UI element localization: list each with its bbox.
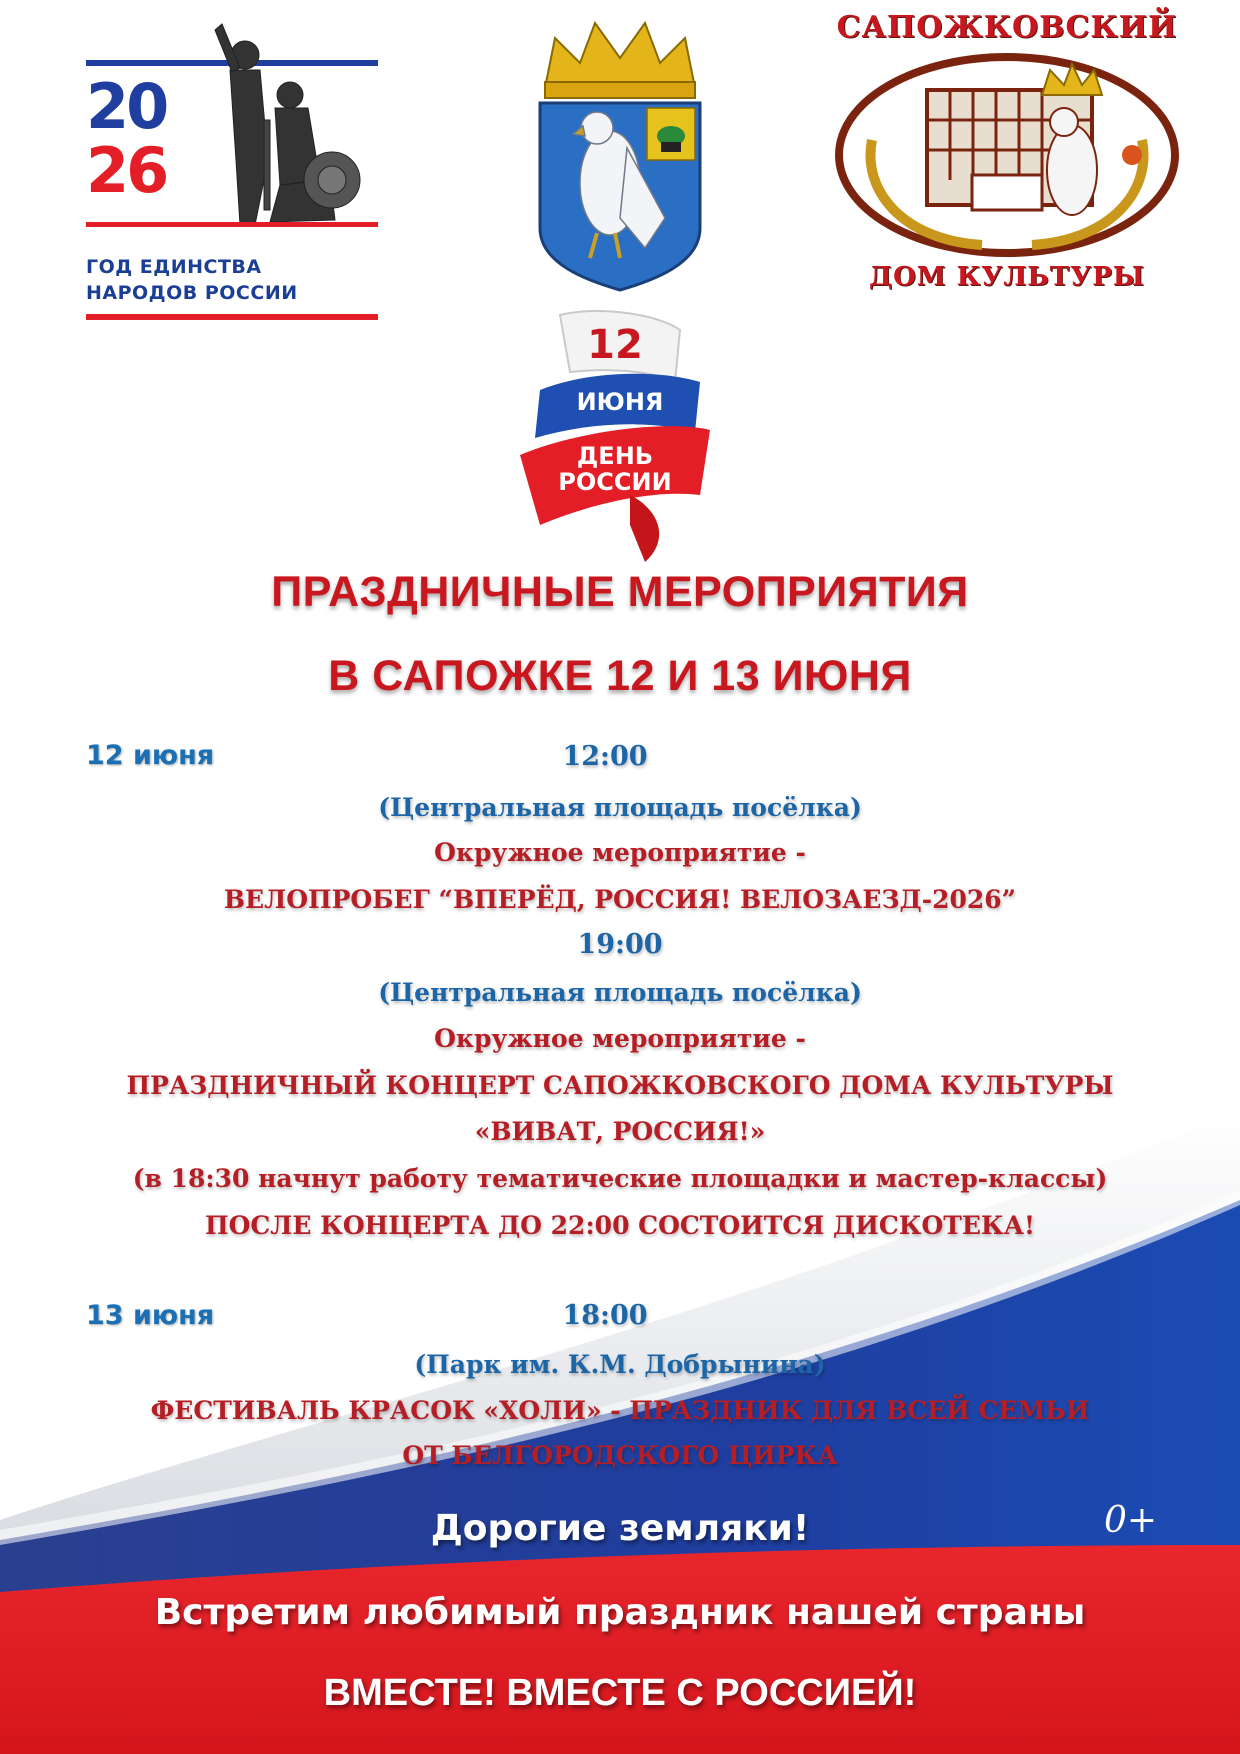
stripe-red-bottom (86, 314, 378, 320)
year-digits-bottom: 26 (86, 134, 167, 207)
day1-event2-place: (Центральная площадь посёлка) (378, 978, 862, 1007)
day1-event1-name: ВЕЛОПРОБЕГ “ВПЕРЁД, РОССИЯ! ВЕЛОЗАЕЗД-2026” (223, 885, 1017, 914)
day1-event2-note: (в 18:30 начнут работу тематические площадки и мастер-классы) (132, 1164, 1108, 1193)
day2-event1-name-line2: ОТ БЕЛГОРОДСКОГО ЦИРКА (402, 1441, 838, 1470)
logo-house-of-culture (832, 10, 1182, 300)
title-line2: В САПОЖКЕ 12 И 13 ИЮНЯ (328, 652, 912, 700)
ribbon-line2: РОССИИ (558, 468, 672, 496)
day2-event1-time: 18:00 (562, 1300, 648, 1331)
russia-day-ribbon (510, 310, 720, 565)
day1-event2-time: 19:00 (577, 929, 663, 960)
day1-event2-name: ПРАЗДНИЧНЫЙ КОНЦЕРТ САПОЖКОВСКОГО ДОМА КУЛЬТУРЫ (126, 1071, 1114, 1100)
coat-of-arms-icon (535, 18, 705, 293)
bottom-line1: Встретим любимый праздник нашей страны (154, 1592, 1086, 1633)
year-caption-line2: НАРОДОВ РОССИИ (86, 282, 298, 304)
day2-event1-place: (Парк им. К.М. Добрынина) (414, 1350, 826, 1379)
day1-event2-kind: Окружное мероприятие - (434, 1024, 806, 1053)
bottom-line2: ВМЕСТЕ! ВМЕСТЕ С РОССИЕЙ! (323, 1672, 917, 1714)
dk-bottom-text: ДОМ КУЛЬТУРЫ (868, 262, 1146, 292)
title-line1: ПРАЗДНИЧНЫЕ МЕРОПРИЯТИЯ (271, 568, 969, 616)
age-rating-badge: 0+ (1104, 1500, 1158, 1541)
day1-date: 12 июня (86, 740, 215, 771)
bottom-greeting: Дорогие земляки! (430, 1508, 810, 1549)
day2-date: 13 июня (86, 1300, 215, 1331)
monument-icon (160, 10, 380, 240)
day1-event1-kind: Окружное мероприятие - (434, 838, 806, 867)
day1-event1-time: 12:00 (562, 741, 648, 772)
stripe-red-middle (86, 222, 378, 227)
day1-event2-subtitle: «ВИВАТ, РОССИЯ!» (474, 1117, 766, 1146)
ribbon-month: ИЮНЯ (576, 388, 664, 416)
dk-top-text: САПОЖКОВСКИЙ (836, 10, 1178, 45)
dk-emblem-icon (832, 50, 1182, 260)
logo-year-of-unity (82, 10, 382, 325)
ribbon-line1: ДЕНЬ (576, 442, 654, 470)
year-digits-top: 20 (86, 70, 167, 143)
year-caption-line1: ГОД ЕДИНСТВА (86, 256, 262, 278)
day1-event2-after: ПОСЛЕ КОНЦЕРТА ДО 22:00 СОСТОИТСЯ ДИСКОТЕКА! (204, 1211, 1036, 1240)
day2-event1-name-line1: ФЕСТИВАЛЬ КРАСОК «ХОЛИ» - ПРАЗДНИК ДЛЯ ВСЕЙ СЕМЬИ (150, 1396, 1090, 1425)
day1-event1-place: (Центральная площадь посёлка) (378, 793, 862, 822)
ribbon-day: 12 (587, 322, 643, 368)
